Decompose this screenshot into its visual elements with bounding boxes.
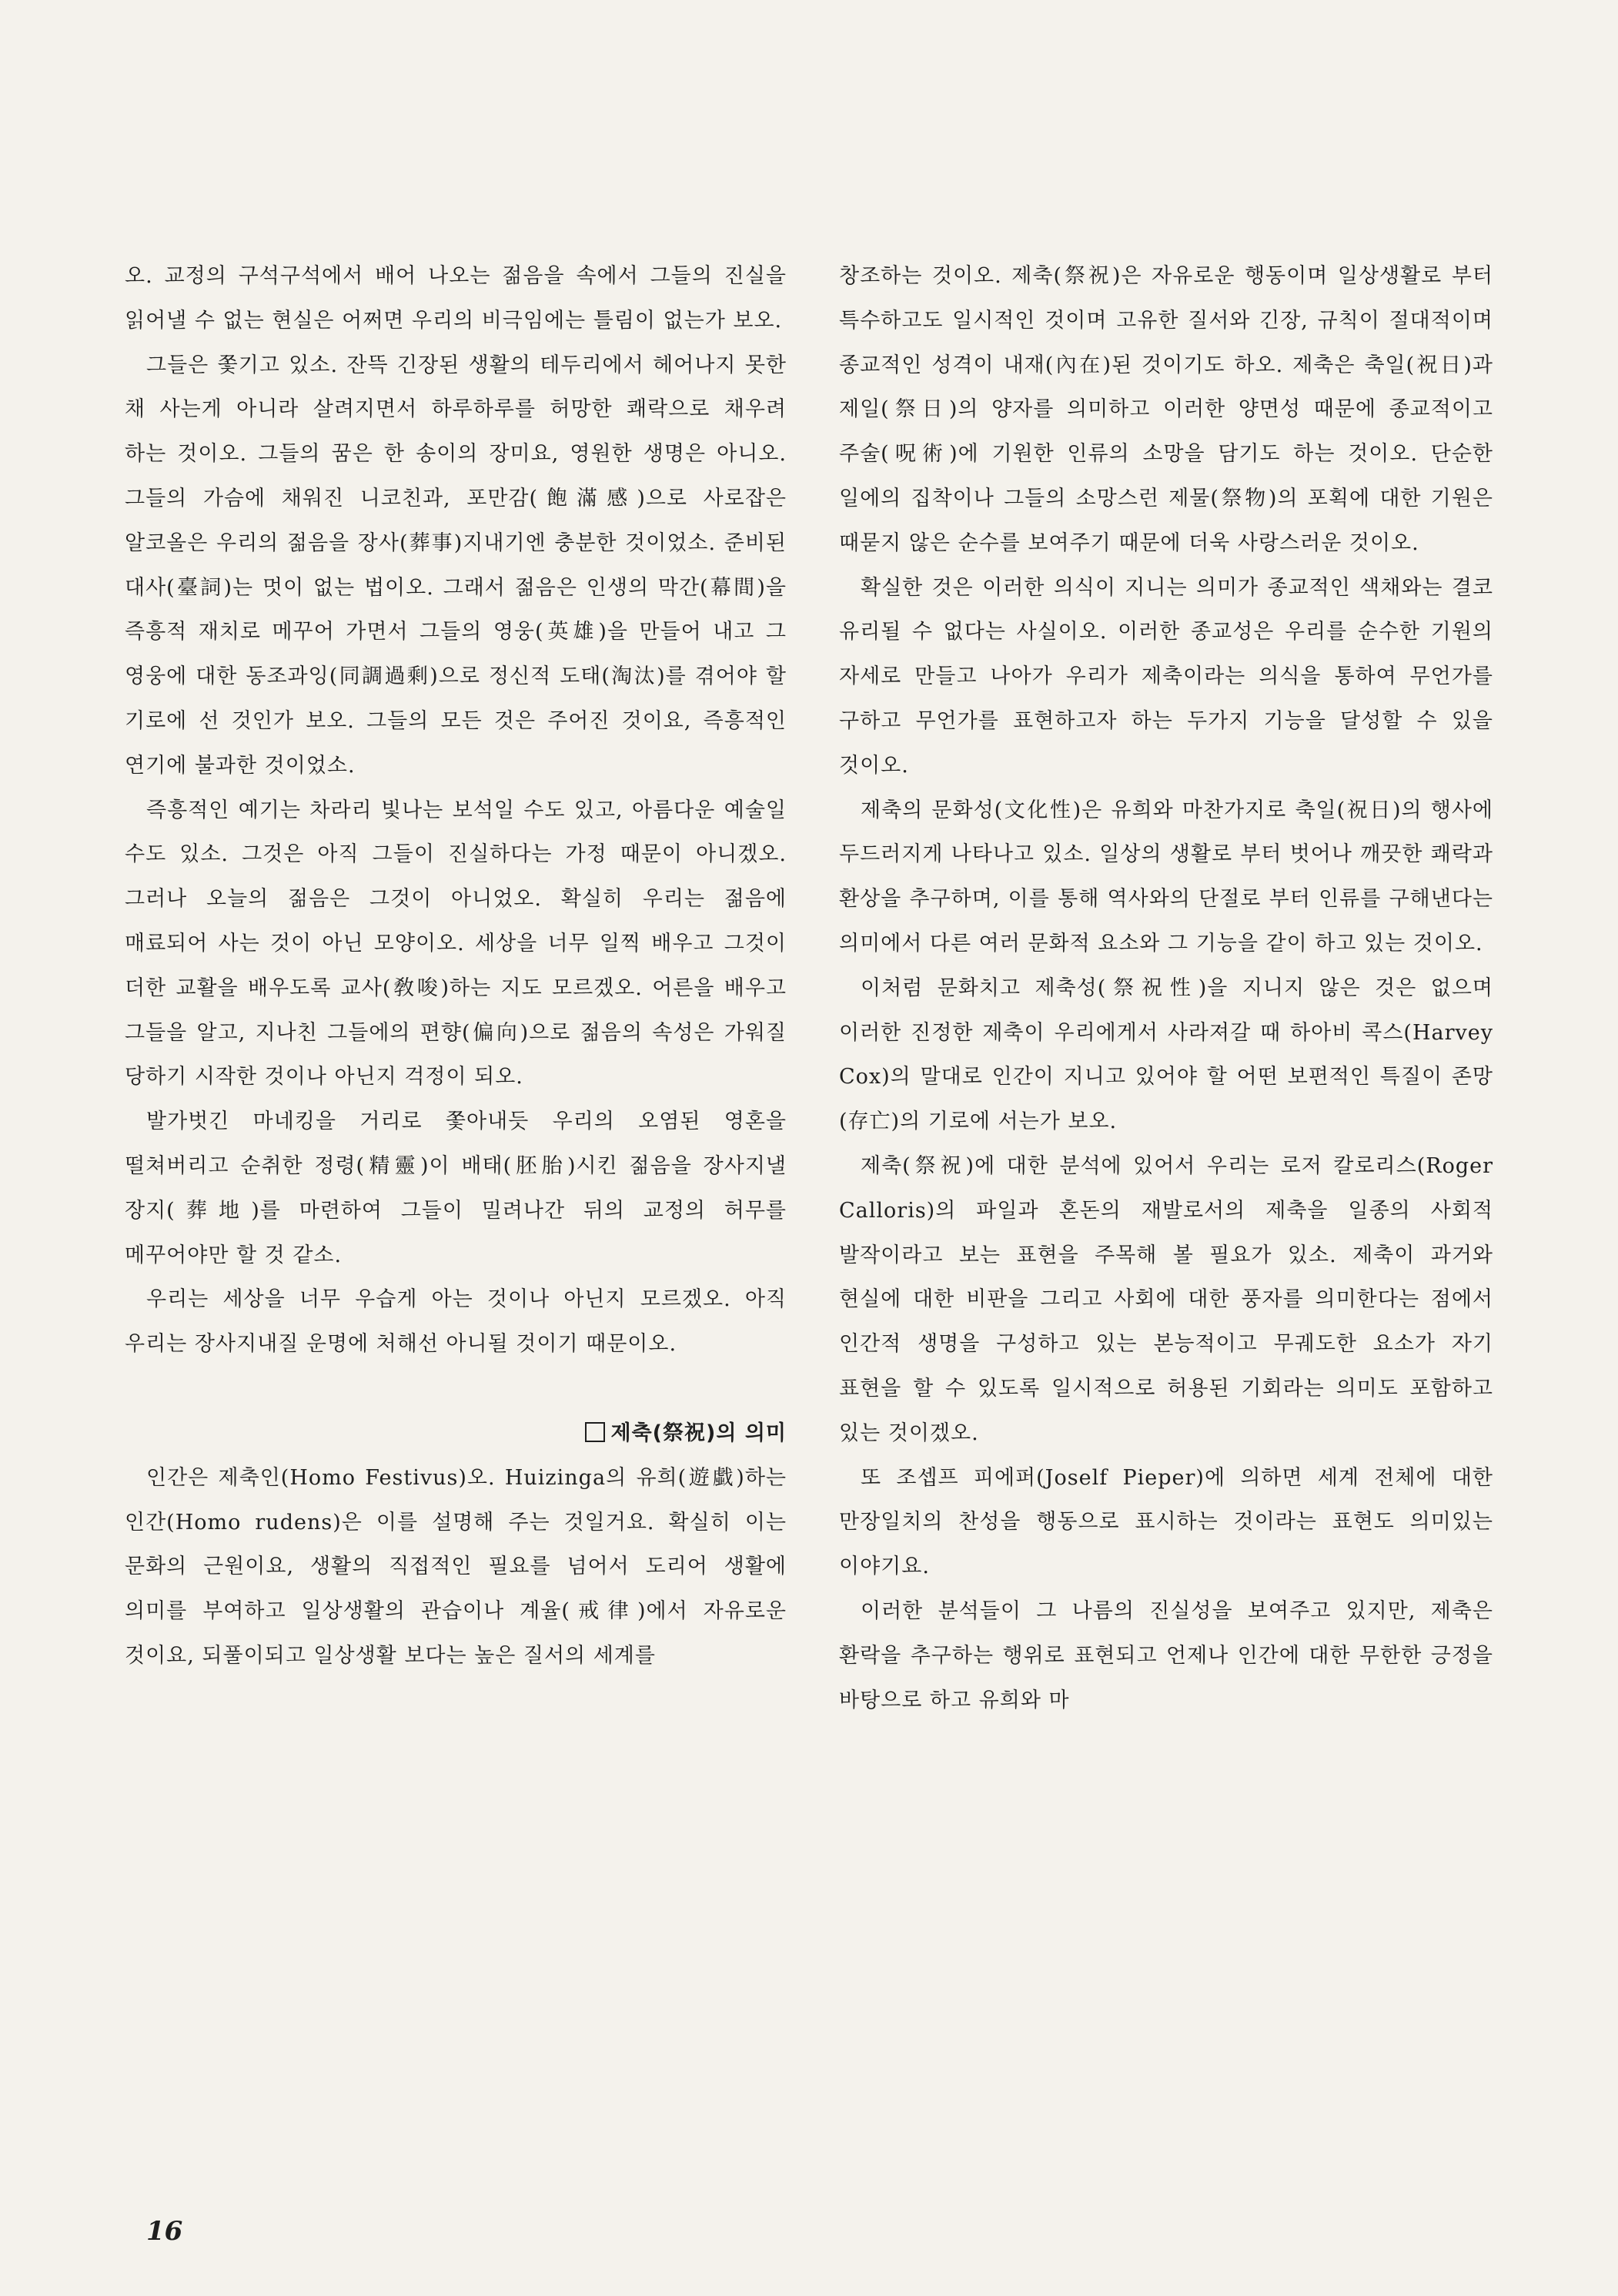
section-heading [125, 1411, 787, 1456]
square-bullet-icon [585, 1422, 605, 1442]
paragraph: 인간은 제축인(Homo Festivus)오. Huizinga의 유희(遊戱)하는 인간(Homo rudens)은 이를 설명해 주는 것일거요. 확실히 이는 문화의 근원이요, 생활의 직접적인 필요를 넘어서 도리어 생활에 의미를 부여하고 일상생활의 관습이나 계율(戒律)에서 자유로운 것이요, 되풀이되고 일상생활 보다는 높은 질서의 세계를 [125, 1465, 787, 1668]
paragraph: 발가벗긴 마네킹을 거리로 쫓아내듯 우리의 오염된 영혼을 떨쳐버리고 순취한 정령(精靈)이 배태(胚胎)시킨 젊음을 장사지낼 장지(葬地)를 마련하여 그들이 밀려나간 뒤의 교정의 허무를 메꾸어야만 할 것 같소. [125, 1110, 787, 1267]
paragraph: 제축의 문화성(文化性)은 유희와 마찬가지로 축일(祝日)의 행사에 두드러지게 나타나고 있소. 일상의 생활로 부터 벗어나 깨끗한 쾌락과 환상을 추구하며, 이를 통해 역사와의 단절로 부터 인류를 구해낸다는 의미에서 다른 여러 문화적 요소와 그 기능을 같이 하고 있는 것이오. [839, 798, 1493, 956]
paragraph: 그들은 쫓기고 있소. 잔뜩 긴장된 생활의 테두리에서 헤어나지 못한 채 사는게 아니라 살려지면서 하루하루를 허망한 쾌락으로 채우려 하는 것이오. 그들의 꿈은 한 송이의 장미요, 영원한 생명은 아니오. 그들의 가슴에 채워진 니코친과, 포만감(飽滿感)으로 사로잡은 알코올은 우리의 젊음을 장사(葬事)지내기엔 충분한 것이었소. 준비된 대사(臺詞)는 멋이 없는 법이오. 그래서 젊음은 인생의 막간(幕間)을 즉흥적 재치로 메꾸어 가면서 그들의 영웅(英雄)을 만들어 내고 그 영웅에 대한 동조과잉(同調過剩)으로 정신적 도태(淘汰)를 겪어야 할 기로에 선 것인가 보오. 그들의 모든 것은 주어진 것이요, 즉흥적인 연기에 불과한 것이었소. [125, 353, 787, 778]
left-column [125, 254, 787, 1678]
page-number: 16 [146, 2216, 183, 2247]
paragraph: 확실한 것은 이러한 의식이 지니는 의미가 종교적인 색채와는 결코 유리될 수 없다는 사실이오. 이러한 종교성은 우리를 순수한 기원의 자세로 만들고 나아가 우리가 제축이라는 의식을 통하여 무언가를 구하고 무언가를 표현하고자 하는 두가지 기능을 달성할 수 있을 것이오. [839, 575, 1493, 778]
right-column [839, 254, 1493, 1722]
paragraph: 제축(祭祝)에 대한 분석에 있어서 우리는 로저 칼로리스(Roger Calloris)의 파일과 혼돈의 재발로서의 제축을 일종의 사회적 발작이라고 보는 표현을 주목해 볼 필요가 있소. 제축이 과거와 현실에 대한 비판을 그리고 사회에 대한 풍자를 의미한다는 점에서 인간적 생명을 구성하고 있는 본능적이고 무궤도한 요소가 자기 표현을 할 수 있도록 일시적으로 허용된 기회라는 의미도 포함하고 있는 것이겠오. [839, 1153, 1493, 1445]
paragraph: 이러한 분석들이 그 나름의 진실성을 보여주고 있지만, 제축은 환락을 추구하는 행위로 표현되고 언제나 인간에 대한 무한한 긍정을 바탕으로 하고 유희와 마 [839, 1598, 1493, 1712]
paragraph: 또 조셉프 피에퍼(Joself Pieper)에 의하면 세계 전체에 대한 만장일치의 찬성을 행동으로 표시하는 것이라는 표현도 의미있는 이야기요. [839, 1465, 1493, 1579]
paragraph: 이처럼 문화치고 제축성(祭祝性)을 지니지 않은 것은 없으며 이러한 진정한 제축이 우리에게서 사라져갈 때 하아비 콕스(Harvey Cox)의 말대로 인간이 지니고 있어야 할 어떤 보편적인 특질이 존망(存亡)의 기로에 서는가 보오. [839, 976, 1493, 1134]
paragraph: 오. 교정의 구석구석에서 배어 나오는 젊음을 속에서 그들의 진실을 읽어낼 수 없는 현실은 어쩌면 우리의 비극임에는 틀림이 없는가 보오. [125, 264, 787, 333]
section-spacer [125, 1367, 787, 1411]
paragraph: 창조하는 것이오. 제축(祭祝)은 자유로운 행동이며 일상생활로 부터 특수하고도 일시적인 것이며 고유한 질서와 긴장, 규칙이 절대적이며 종교적인 성격이 내재(內在)된 것이기도 하오. 제축은 축일(祝日)과 제일(祭日)의 양자를 의미하고 이러한 양면성 때문에 종교적이고 주술(呪術)에 기원한 인류의 소망을 담기도 하는 것이오. 단순한 일에의 집착이나 그들의 소망스런 제물(祭物)의 포획에 대한 기원은 때묻지 않은 순수를 보여주기 때문에 더욱 사랑스러운 것이오. [839, 264, 1493, 555]
paragraph: 우리는 세상을 너무 우습게 아는 것이나 아닌지 모르겠오. 아직 우리는 장사지내질 운명에 처해선 아니될 것이기 때문이오. [125, 1287, 787, 1357]
paragraph: 즉흥적인 예기는 차라리 빛나는 보석일 수도 있고, 아름다운 예술일 수도 있소. 그것은 아직 그들이 진실하다는 가정 때문이 아니겠오. 그러나 오늘의 젊음은 그것이 아니었오. 확실히 우리는 젊음에 매료되어 사는 것이 아닌 모양이오. 세상을 너무 일찍 배우고 그것이 더한 교활을 배우도록 교사(敎唆)하는 지도 모르겠오. 어른을 배우고 그들을 알고, 지나친 그들에의 편향(偏向)으로 젊음의 속성은 가워질 당하기 시작한 것이나 아닌지 걱정이 되오. [125, 798, 787, 1089]
section-heading-text: 제축(祭祝)의 의미 [610, 1421, 787, 1445]
